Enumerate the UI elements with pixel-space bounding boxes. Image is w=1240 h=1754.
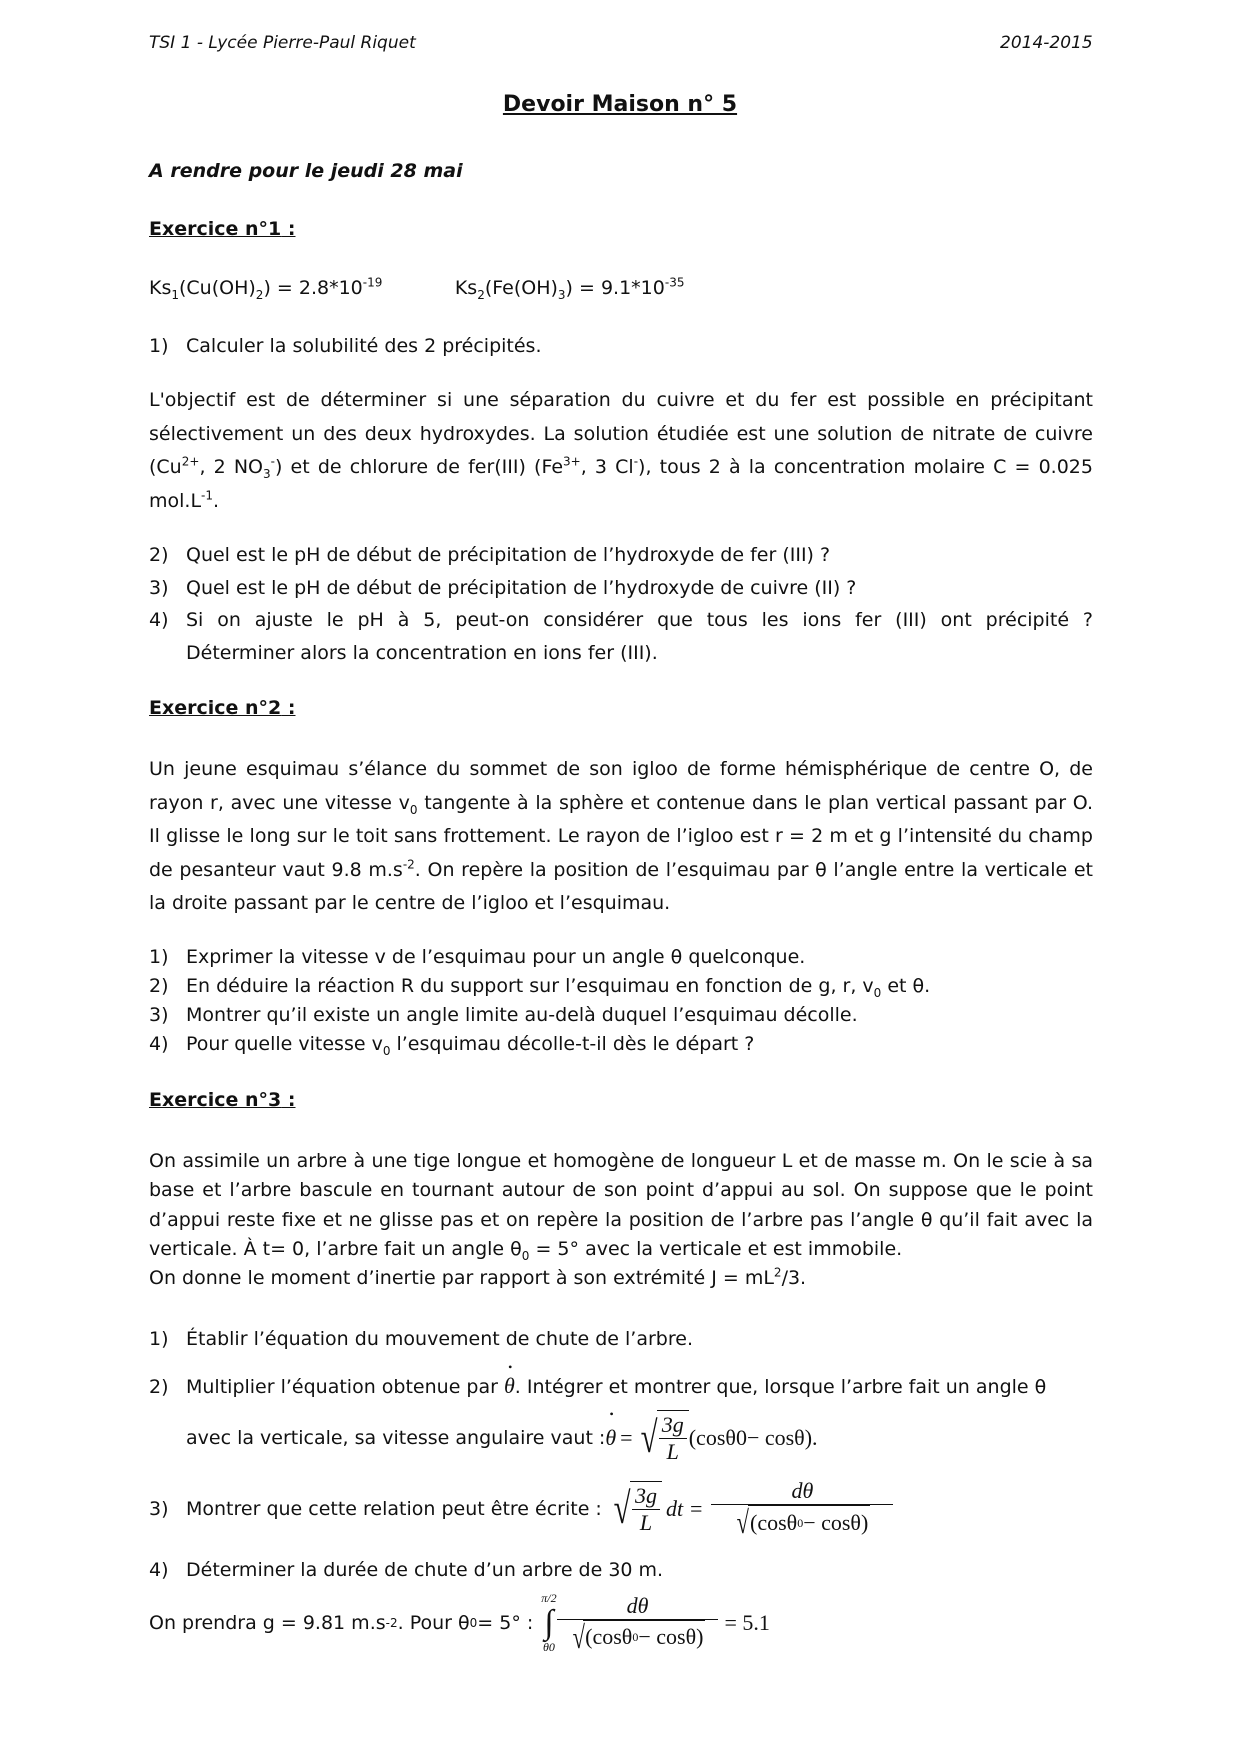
subscript: 0 — [409, 802, 418, 817]
subscript: 0 — [873, 985, 882, 1000]
equals-sign: = — [620, 1425, 633, 1450]
supscript: 2+ — [181, 454, 200, 469]
minus-cos-theta: − cosθ) — [803, 1509, 869, 1535]
ex1-question-1 — [149, 332, 1093, 362]
lower-bound: θ0 — [542, 1640, 555, 1654]
subscript: 2 — [255, 287, 264, 302]
question-number: 4) — [149, 609, 169, 631]
question-text: Calculer la solubilité des 2 précipités. — [186, 335, 542, 357]
question-number: 3) — [149, 1497, 169, 1520]
subscript: 3 — [557, 287, 566, 302]
heading-colon: : — [281, 1089, 296, 1111]
question-number: 2) — [149, 544, 169, 566]
heading-text: Exercice n°3 — [149, 1089, 282, 1111]
text-segment: ) = 9.1*10 — [565, 277, 665, 299]
exercise-3-heading — [149, 1089, 296, 1111]
text-segment: . On repère la position de l’esquimau par θ l’angle entre la verticale et la droite passant par le centre de l’igloo et l’esquimau. — [149, 858, 1093, 914]
ex3-question-2 — [149, 1371, 1093, 1403]
heading-text: Exercice n°2 — [149, 697, 282, 719]
question-continuation: Déterminer alors la concentration en ions fer (III). — [186, 641, 658, 664]
subscript: 2 — [477, 287, 485, 302]
supscript: -35 — [664, 275, 685, 290]
question-text — [186, 975, 931, 1000]
supscript: -2 — [402, 857, 415, 872]
text-segment: Ks — [149, 277, 172, 299]
ex3-question-1 — [149, 1325, 1093, 1355]
theta-dot-symbol: • θ — [605, 1425, 616, 1451]
question-text: Multiplier l’équation obtenue par — [186, 1376, 504, 1398]
question-text — [186, 946, 805, 968]
text-segment: , 3 Cl — [580, 456, 634, 478]
question-number: 1) — [149, 335, 169, 357]
ex3-question-3 — [149, 1478, 893, 1539]
minus-cos-theta: − cosθ) — [638, 1624, 704, 1649]
minus-cos-theta: − cosθ). — [746, 1425, 818, 1450]
denominator: L — [666, 1439, 679, 1464]
subscript: 1 — [171, 287, 179, 302]
supscript: 3+ — [563, 454, 581, 469]
text-segment: tangente à la sphère et contenue dans le plan vertical passant par O. Il glisse le long sur le toit sans frottement. Le rayon de l’igloo est r = 2 m et g l’intensité du champ de pesanteur vaut 9.8 m.s — [149, 791, 1093, 881]
question-number: 4) — [149, 1033, 169, 1055]
ex2-question-3 — [149, 1001, 1093, 1030]
radical-icon: √ — [613, 1483, 631, 1533]
text-segment: ) et de chlorure de fer(III) (Fe — [275, 456, 564, 478]
text-segment: et θ. — [881, 975, 931, 997]
given-theta: . Pour θ — [397, 1612, 470, 1634]
text-segment: On assimile un arbre à une tige longue et homogène de longueur L et de masse m. On le scie à sa base et l’arbre bascule en tournant autour de son point d’appui au sol. On suppose que le point d’appui reste fixe et ne glisse pas et on repère la position de l’arbre pas l’angle θ qu’il fait avec la verticale. À t= 0, l’arbre fait un angle θ — [149, 1150, 1093, 1260]
cos-theta0: (cosθ — [585, 1624, 633, 1649]
text-segment: = 5° avec la verticale et est immobile. — [529, 1237, 903, 1260]
ex1-question-2 — [149, 541, 1093, 571]
denominator: L — [639, 1509, 653, 1535]
page-title: Devoir Maison n° 5 — [502, 92, 738, 117]
supscript: 2 — [773, 1265, 782, 1280]
numerator: 3g — [632, 1483, 660, 1510]
heading-text: Exercice n°1 — [149, 218, 282, 240]
text-segment: . — [213, 489, 220, 512]
question-number: 4) — [149, 1559, 169, 1581]
exercise-1-heading — [149, 218, 296, 240]
heading-colon: : — [281, 697, 296, 719]
text-segment: , 2 NO — [199, 456, 264, 478]
supscript: -1 — [201, 488, 214, 503]
numerator: dθ — [557, 1593, 719, 1620]
question-text: Si on ajuste le pH à 5, peut-on considérer que tous les ions fer (III) ont précipité ? — [186, 609, 1093, 631]
ex2-question-2 — [149, 972, 1093, 1001]
square-root — [637, 1410, 689, 1466]
ex2-paragraph — [149, 753, 1093, 921]
due-date: A rendre pour le jeudi 28 mai — [149, 160, 463, 182]
question-number: 1) — [149, 946, 169, 968]
question-text: Montrer que cette relation peut être écrite : — [186, 1497, 602, 1520]
text-segment: ) = 2.8*10 — [263, 277, 363, 299]
text-segment: Un jeune esquimau s’élance du sommet de son igloo de forme hémisphérique de centre O, de rayon r, avec une vitesse v — [149, 758, 1093, 814]
integral-icon: ∫ — [544, 1604, 554, 1641]
text-segment: Montrer qu’il existe un angle limite au-delà duquel l’esquimau décolle. — [186, 1004, 858, 1026]
question-text — [186, 1033, 755, 1058]
integral — [541, 1592, 556, 1654]
ex2-questions — [149, 943, 1093, 1059]
question-number: 3) — [149, 1004, 169, 1026]
ex1-questions — [149, 541, 1093, 668]
question-number: 3) — [149, 576, 169, 599]
cos-theta0: (cosθ — [750, 1509, 798, 1535]
text-segment: En déduire la réaction R du support sur l’esquimau en fonction de g, r, v — [186, 975, 874, 997]
question-text-continued: . Intégrer et montrer que, lorsque l’arbre fait un angle θ — [514, 1376, 1047, 1398]
supscript: - — [270, 454, 275, 469]
text-segment: (Cu(OH) — [179, 277, 256, 299]
supscript: -19 — [362, 275, 383, 290]
text-segment: ), tous 2 à la concentration molaire C = 0.025 mol.L — [149, 456, 1093, 512]
text-segment: L'objectif est de déterminer si une séparation du cuivre et du fer est possible en précipitant sélectivement un des deux hydroxydes. La solution étudiée est une solution de nitrate de cuivre (Cu — [149, 389, 1093, 478]
subscript: 3 — [263, 466, 271, 481]
theta-dot-symbol: • θ — [504, 1371, 515, 1401]
given-values: On prendra g = 9.81 m.s -2 . Pour θ 0 = 5° : π/2 ∫ θ0 dθ √ (cosθ 0 − cosθ) = 5.1 — [149, 1591, 770, 1655]
question-text: Établir l’équation du mouvement de chute de l’arbre. — [186, 1328, 693, 1350]
ex2-question-1 — [149, 943, 1093, 972]
text-segment: /3. — [781, 1267, 807, 1289]
header-course: TSI 1 - Lycée Pierre-Paul Riquet — [149, 33, 416, 53]
header-year: 2014-2015 — [1000, 33, 1093, 53]
supscript: - — [633, 454, 639, 469]
ex1-question-4 — [149, 606, 1093, 636]
text-segment: l’esquimau décolle-t-il dès le départ ? — [390, 1033, 755, 1055]
cos-theta0: (cosθ — [688, 1425, 736, 1450]
text-segment: (Fe(OH) — [484, 277, 558, 299]
denominator: √ (cosθ 0 − cosθ) — [737, 1504, 869, 1540]
ex3-paragraph-2 — [149, 1264, 1093, 1293]
question-text — [186, 1004, 858, 1026]
text-segment: Exprimer la vitesse v de l’esquimau pour un angle θ quelconque. — [186, 946, 806, 968]
numerator: 3g — [659, 1412, 687, 1439]
text-segment: Ks — [382, 277, 478, 299]
formula-intro: avec la verticale, sa vitesse angulaire vaut : — [186, 1427, 606, 1449]
fraction: dθ √ (cosθ 0 − cosθ) — [557, 1593, 719, 1654]
question-text: Déterminer la durée de chute d’un arbre de 30 m. — [186, 1559, 664, 1581]
integral-result: = 5.1 — [724, 1610, 770, 1635]
ex2-question-4 — [149, 1030, 1093, 1059]
dt-equals: dt = — [666, 1495, 704, 1521]
text-segment: On donne le moment d’inertie par rapport à son extrémité J = mL — [149, 1267, 774, 1289]
numerator: dθ — [711, 1478, 893, 1505]
fraction — [711, 1478, 893, 1539]
ex1-paragraph — [149, 384, 1093, 518]
text-segment: Pour quelle vitesse v — [186, 1033, 383, 1055]
ex3-question-4 — [149, 1556, 1093, 1586]
square-root — [610, 1481, 662, 1537]
solubility-constants — [149, 272, 1093, 306]
given-g: On prendra g = 9.81 m.s — [149, 1612, 386, 1634]
subscript: 0 — [382, 1043, 391, 1058]
question-number: 1) — [149, 1328, 169, 1350]
heading-colon: : — [281, 218, 296, 240]
exercise-2-heading — [149, 697, 296, 719]
question-number: 2) — [149, 1376, 169, 1398]
ex1-question-3 — [149, 574, 1093, 604]
upper-bound: π/2 — [541, 1591, 557, 1605]
given-theta-value: = 5° : — [477, 1612, 534, 1634]
radical-icon: √ — [640, 1413, 658, 1462]
question-number: 2) — [149, 975, 169, 997]
angular-velocity-formula: avec la verticale, sa vitesse angulaire vaut : • θ = √ $\frac{3g}{L}$ (cosθ 0 − cosθ). — [186, 1410, 818, 1466]
subscript: 0 — [521, 1248, 530, 1263]
question-text: Quel est le pH de début de précipitation de l’hydroxyde de cuivre (II) ? — [186, 576, 857, 599]
question-text: Quel est le pH de début de précipitation de l’hydroxyde de fer (III) ? — [186, 544, 831, 566]
ex3-paragraph — [149, 1147, 1093, 1264]
